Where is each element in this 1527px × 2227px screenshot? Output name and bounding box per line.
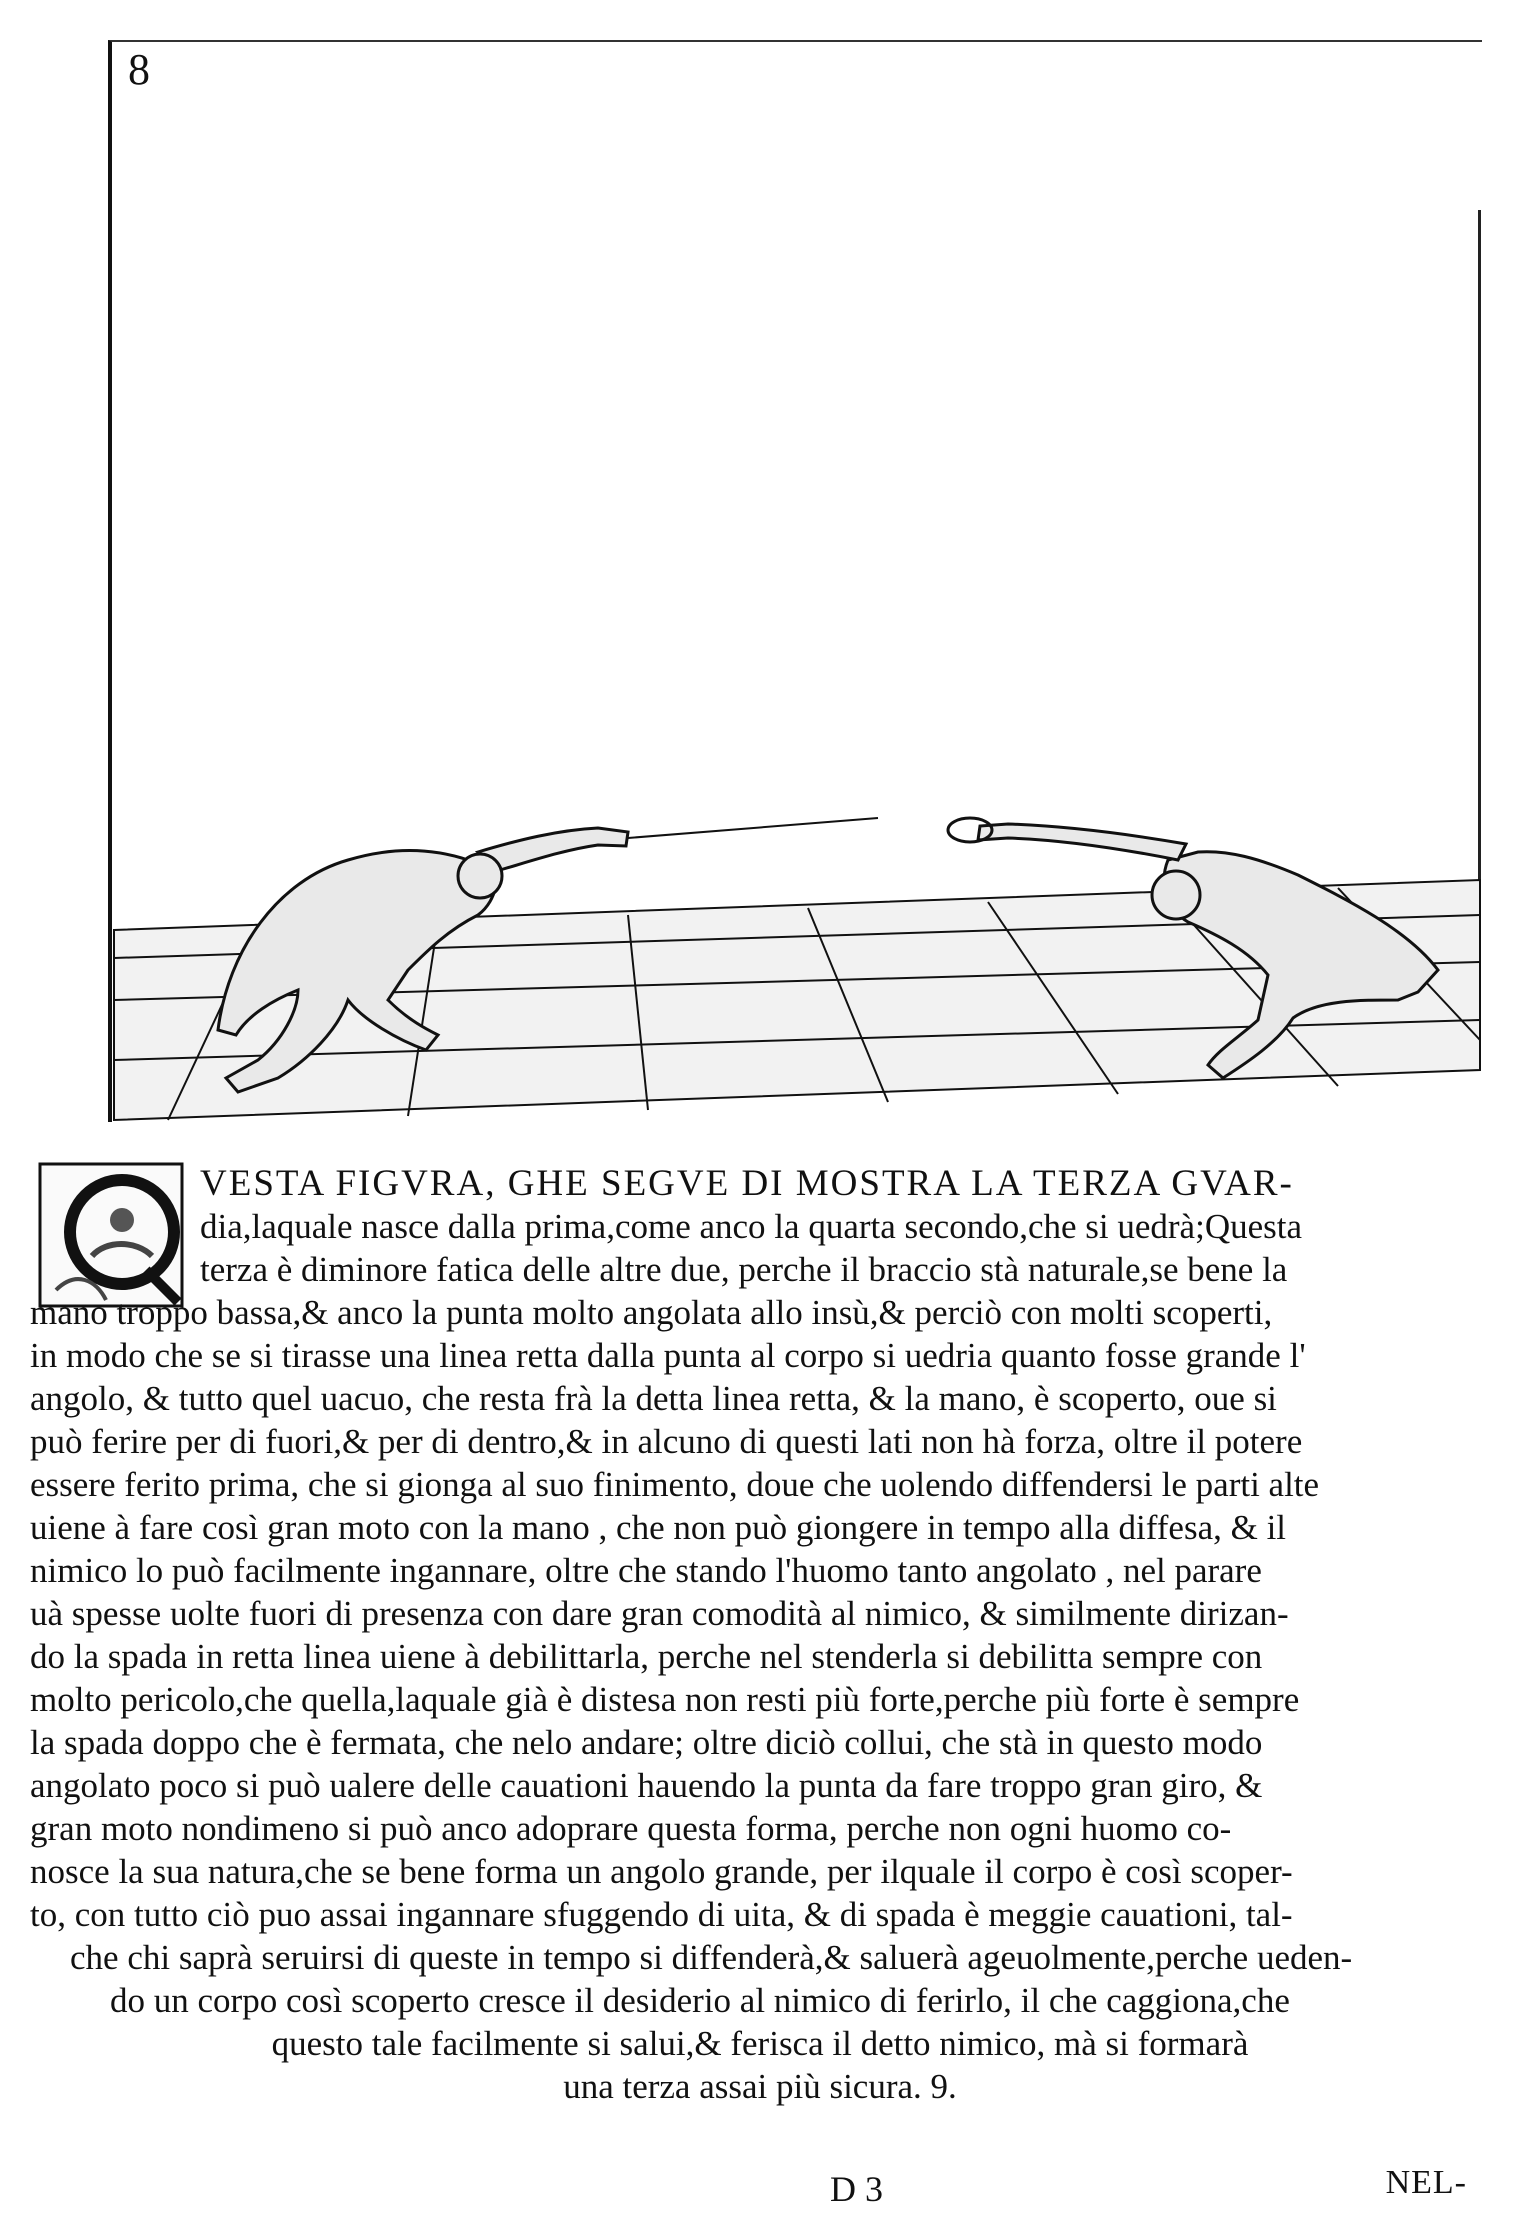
text-line: terza è diminore fatica delle altre due, perche il braccio stà naturale,se bene la [200, 1250, 1288, 1289]
text-line: la spada doppo che è fermata, che nelo andare; oltre diciò collui, che stà in questo modo [30, 1723, 1263, 1762]
text-line: nimico lo può facilmente ingannare, oltre che stando l'huomo tanto angolato , nel parare [30, 1551, 1262, 1590]
text-line: che chi saprà seruirsi di queste in tempo si diffenderà,& saluerà ageuolmente,perche ueden- [70, 1938, 1353, 1977]
text-line: nosce la sua natura,che se bene forma un angolo grande, per ilquale il corpo è così scoper- [30, 1852, 1293, 1891]
page-number: 8 [128, 45, 150, 94]
catchword: NEL- [1385, 2164, 1467, 2201]
body-text [30, 1162, 1490, 2108]
text-line: uà spesse uolte fuori di presenza con dare gran comodità al nimico, & similmente dirizan- [30, 1594, 1289, 1633]
text-line: mano troppo bassa,& anco la punta molto angolata allo insù,& perciò con molti scoperti, [30, 1293, 1273, 1332]
text-line: questo tale facilmente si salui,& ferisca il detto nimico, mà si formarà [271, 2024, 1249, 2063]
text-line-final: una terza assai più sicura. 9. [563, 2067, 957, 2106]
text-line: può ferire per di fuori,& per di dentro,& in alcuno di questi lati non hà forza, oltre il potere [30, 1422, 1303, 1461]
engraving-fencers-illustration [108, 700, 1488, 1130]
text-line: molto pericolo,che quella,laquale già è distesa non resti più forte,perche più forte è sempre [30, 1680, 1300, 1719]
text-line: gran moto nondimeno si può anco adoprare questa forma, perche non ogni huomo co- [30, 1809, 1232, 1848]
signature-mark: D 3 [830, 2169, 883, 2209]
text-line: uiene à fare così gran moto con la mano , che non può giongere in tempo alla diffesa, & il [30, 1508, 1287, 1547]
text-line: do la spada in retta linea uiene à debilittarla, perche nel stenderla si debilitta sempre con [30, 1637, 1263, 1676]
text-line: angolo, & tutto quel uacuo, che resta frà la detta linea retta, & la mano, è scoperto, oue si [30, 1379, 1277, 1418]
text-line: in modo che se si tirasse una linea retta dalla punta al corpo si uedria quanto fosse grande l' [30, 1336, 1306, 1375]
text-line: to, con tutto ciò puo assai ingannare sfuggendo di uita, & di spada è meggie cauationi, tal- [30, 1895, 1293, 1934]
text-line: essere ferito prima, che si gionga al suo finimento, doue che uolendo diffendersi le parti alte [30, 1465, 1320, 1504]
text-line: dia,laquale nasce dalla prima,come anco la quarta secondo,che si uedrà;Questa [200, 1207, 1303, 1246]
text-line: angolato poco si può ualere delle cauationi hauendo la punta da fare troppo gran giro, & [30, 1766, 1263, 1805]
text-line: do un corpo così scoperto cresce il desiderio al nimico di ferirlo, il che caggiona,che [110, 1981, 1290, 2020]
text-line-headline: VESTA FIGVRA, GHE SEGVE DI MOSTRA LA TERZA GVAR- [200, 1163, 1294, 1204]
